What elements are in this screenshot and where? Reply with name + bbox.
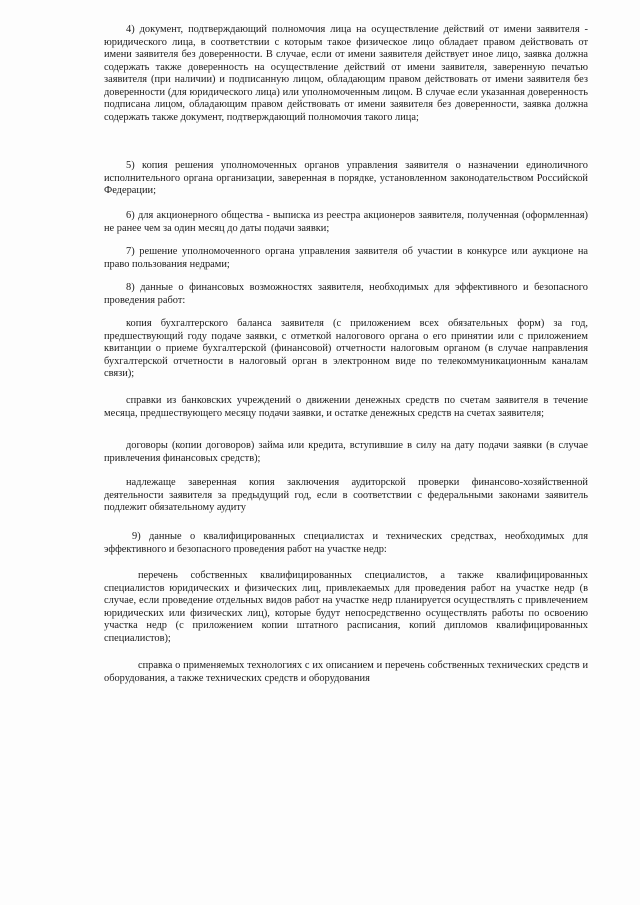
item-specialists-list: перечень собственных квалифицированных специалистов, а также квалифицированных специалистов юридических и физических лиц, привлекаемых для проведения работ на участке недр (в случае, если проведение отдельных видов работ на участке недр планируется осуществлять с привлечением юридических или физических лиц), которые будут непосредственно осуществлять работы по освоению участка недр (с приложением копии штатного расписания, копий дипломов квалифицированных специалистов); <box>104 570 588 644</box>
paragraph-7-participation-decision: 7) решение уполномоченного органа управления заявителя об участии в конкурсе или аукционе на право пользования недрами; <box>104 246 588 270</box>
paragraph-8-financial-capabilities: 8) данные о финансовых возможностях заявителя, необходимых для эффективного и безопасного проведения работ: <box>104 282 588 306</box>
paragraph-9-specialists-and-equipment: 9) данные о квалифицированных специалистах и технических средствах, необходимых для эффективного и безопасного проведения работ на участке недр: <box>104 531 588 555</box>
item-audit-conclusion: надлежаще заверенная копия заключения аудиторской проверки финансово-хозяйственной деятельности заявителя за предыдущий год, если в соответствии с федеральными законами заявитель подлежит обязательному аудиту <box>104 477 588 513</box>
item-bank-statements: справки из банковских учреждений о движении денежных средств по счетам заявителя в течение месяца, предшествующего месяцу подачи заявки, и остатке денежных средств на счетах заявителя; <box>104 395 588 419</box>
paragraph-5-management-decision: 5) копия решения уполномоченных органов управления заявителя о назначении единоличного исполнительного органа организации, заверенная в порядке, установленном законодательством Российской Федерации; <box>104 160 588 196</box>
paragraph-4-authority-document: 4) документ, подтверждающий полномочия лица на осуществление действий от имени заявителя - юридического лица, в соответствии с которым такое физическое лицо обладает правом действовать от имени заявителя без доверенности. В случае, если от имени заявителя действует иное лицо, заявка должна содержать также доверенность на осуществление действий от имени заявителя, заверенную печатью заявителя (при наличии) и подписанную лицом, обладающим правом действовать от имени заявителя без доверенности (для юридического лица) или уполномоченным лицом. В случае если указанная доверенность подписана лицом, обладающим правом действовать от имени заявителя без доверенности, заявка должна содержать также документ, подтверждающий полномочия такого лица; <box>104 24 588 123</box>
item-loan-agreements: договоры (копии договоров) займа или кредита, вступившие в силу на дату подачи заявки (в случае привлечения финансовых средств); <box>104 440 588 464</box>
item-technologies-reference: справка о применяемых технологиях с их описанием и перечень собственных технических средств и оборудования, а также технических средств и оборудования <box>104 660 588 684</box>
item-balance-sheet-copy: копия бухгалтерского баланса заявителя (с приложением всех обязательных форм) за год, предшествующий году подаче заявки, с отметкой налогового органа о его принятии или с приложением квитанции о приеме бухгалтерской (финансовой) отчетности налоговым органом (в случае направления бухгалтерской отчетности в налоговый орган в электронном виде по телекоммуникационным каналам связи); <box>104 318 588 379</box>
paragraph-6-shareholder-register: 6) для акционерного общества - выписка из реестра акционеров заявителя, полученная (оформленная) не ранее чем за один месяц до даты подачи заявки; <box>104 210 588 234</box>
